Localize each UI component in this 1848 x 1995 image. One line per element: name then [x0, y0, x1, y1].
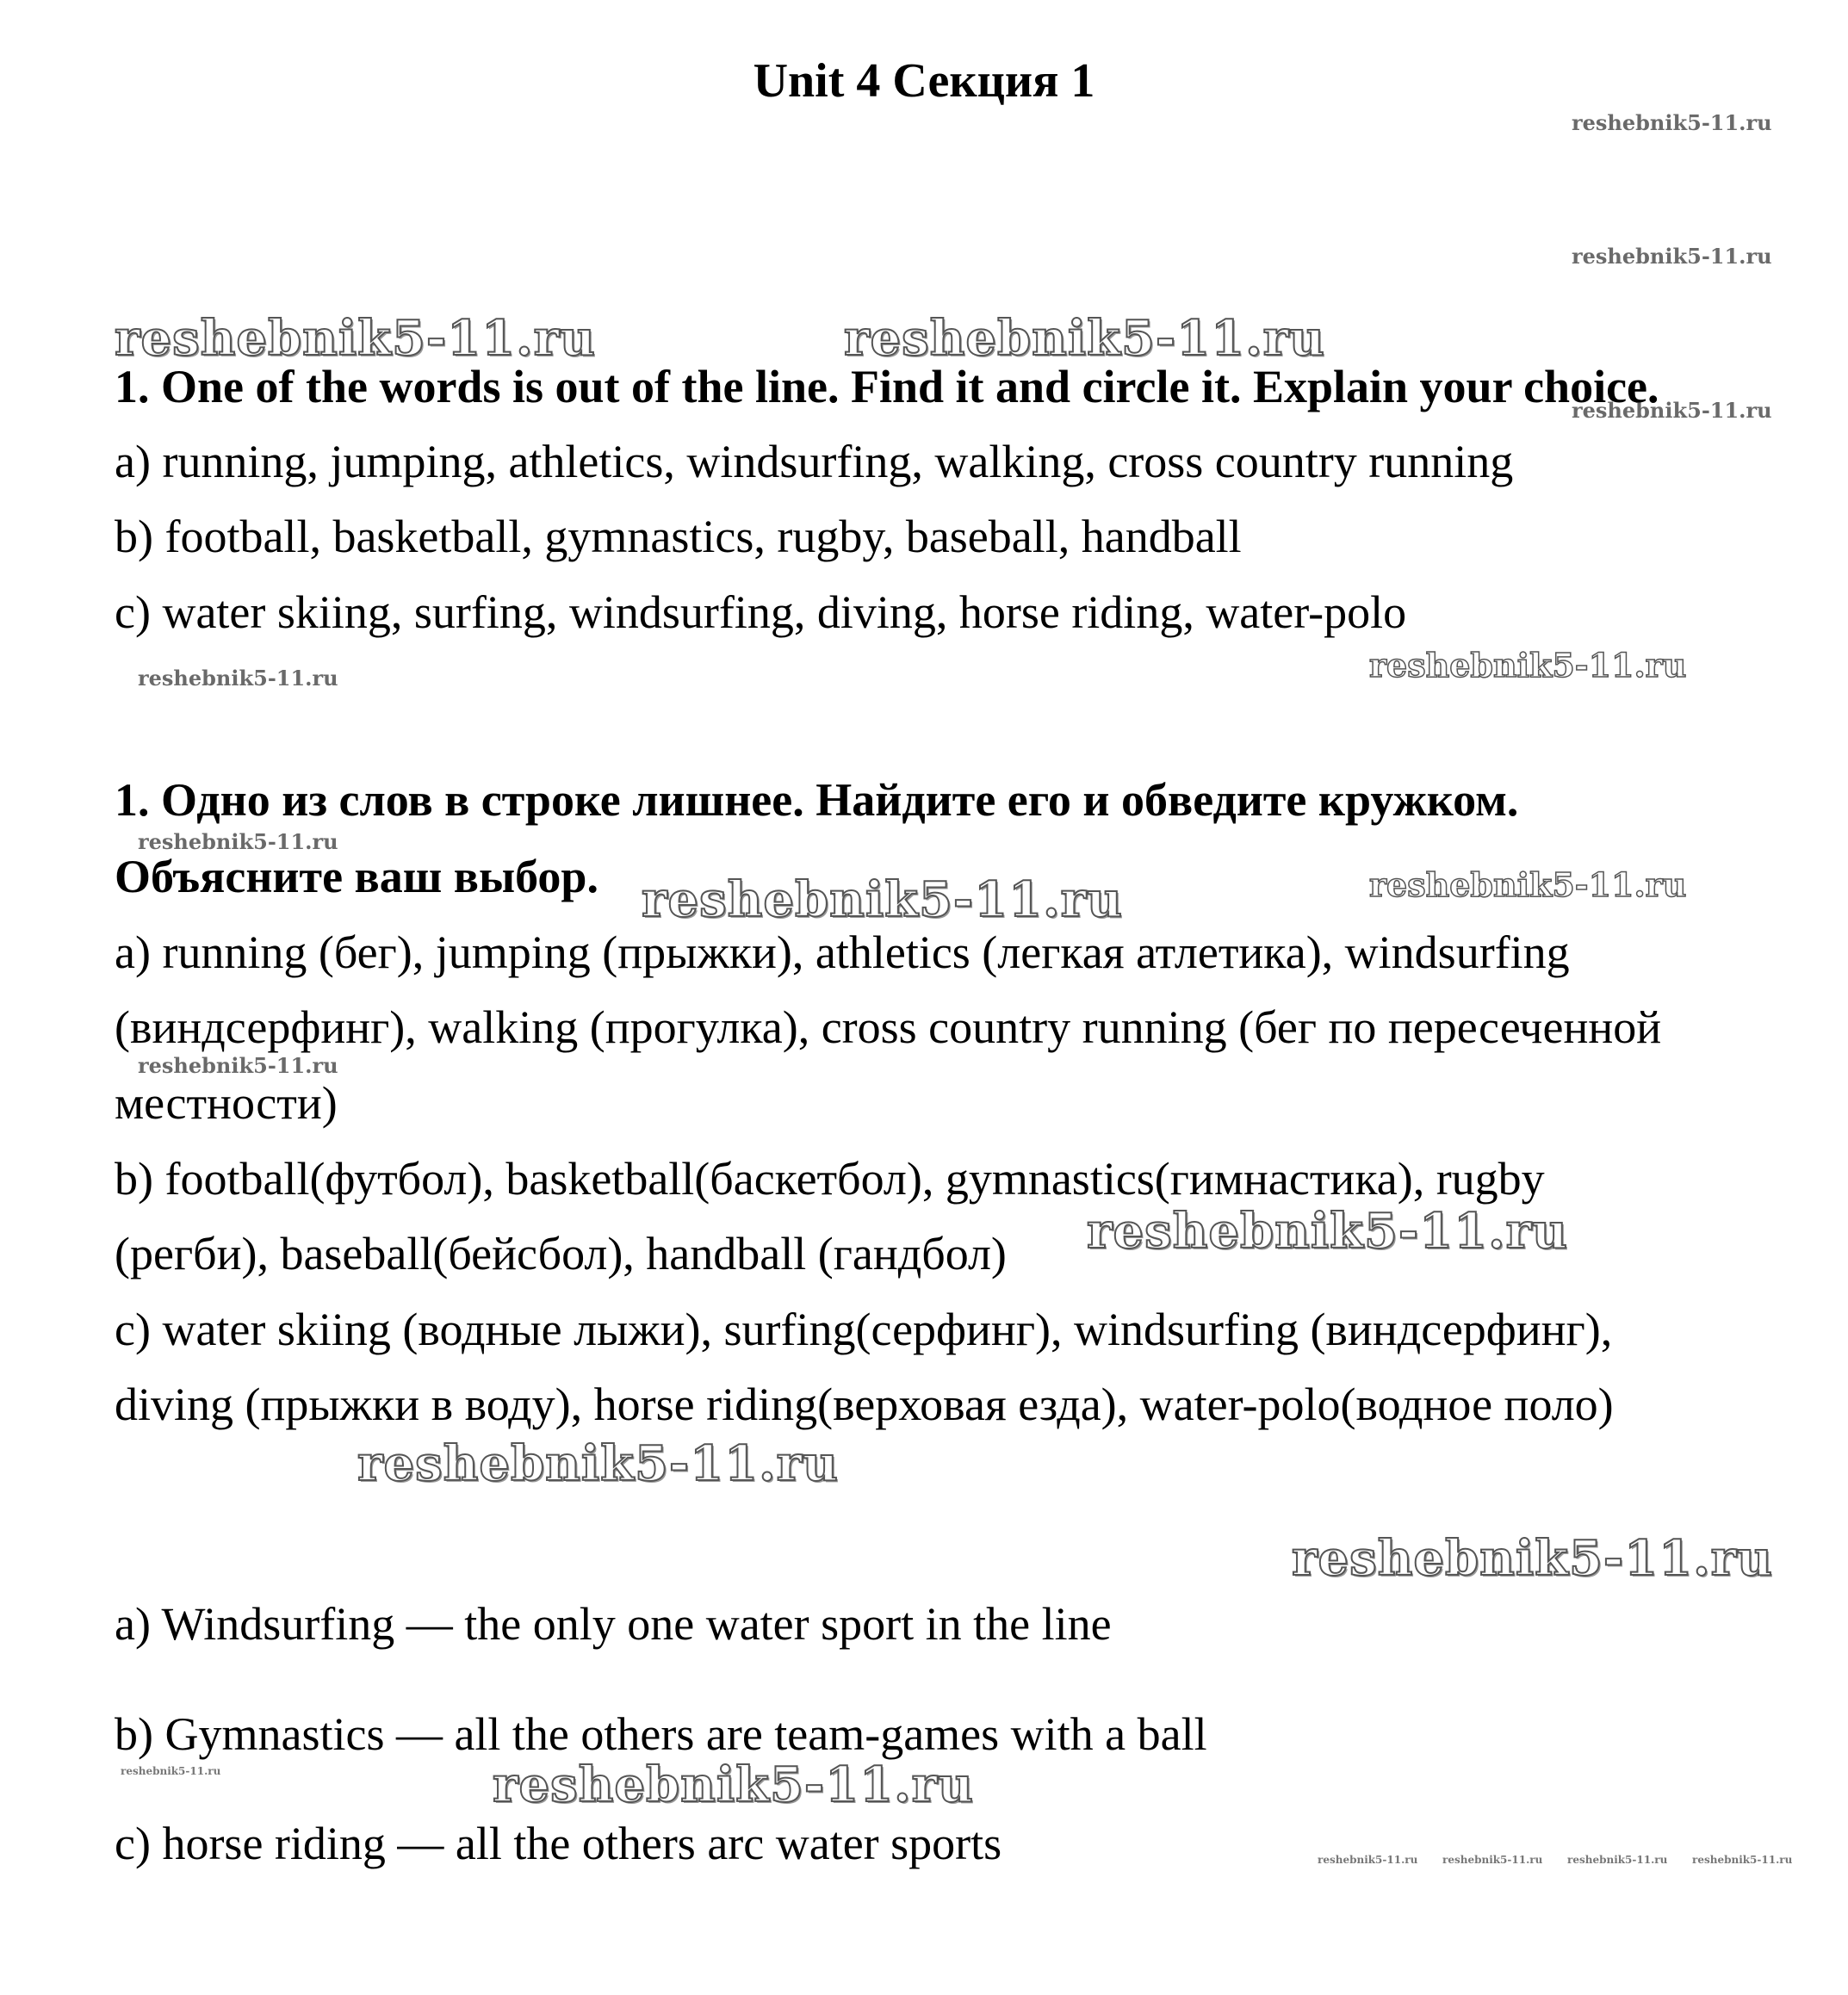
exercise-item-c: c) water skiing, surfing, windsurfing, diving, horse riding, water-polo — [115, 586, 1407, 638]
watermark: reshebnik5-11.ru — [1567, 1854, 1668, 1866]
answer-c: c) horse riding — all the others arc water sports — [115, 1818, 1002, 1869]
watermark: reshebnik5-11.ru — [357, 1435, 839, 1492]
watermark: reshebnik5-11.ru — [121, 1765, 221, 1777]
watermark: reshebnik5-11.ru — [1572, 398, 1772, 423]
watermark: reshebnik5-11.ru — [1442, 1854, 1543, 1866]
translation-line: b) football(футбол), basketball(баскетбол), gymnastics(гимнастика), rugby — [115, 1153, 1545, 1205]
watermark: reshebnik5-11.ru — [138, 1053, 338, 1078]
translation-line: местности) — [115, 1077, 338, 1129]
answer-b: b) Gymnastics — all the others are team-games with a ball — [115, 1708, 1207, 1760]
exercise-question-en: 1. One of the words is out of the line. Find it and circle it. Explain your choice. — [115, 361, 1659, 412]
translation-line: c) water skiing (водные лыжи), surfing(серфинг), windsurfing (виндсерфинг), — [115, 1304, 1613, 1355]
watermark: reshebnik5-11.ru — [844, 310, 1325, 367]
watermark: reshebnik5-11.ru — [1087, 1203, 1568, 1260]
watermark: reshebnik5-11.ru — [138, 829, 338, 854]
page-title: Unit 4 Секция 1 — [753, 54, 1095, 108]
exercise-question-ru-line1: 1. Одно из слов в строке лишнее. Найдите его и обведите кружком. — [115, 774, 1519, 826]
watermark: reshebnik5-11.ru — [1369, 865, 1687, 904]
watermark: reshebnik5-11.ru — [1572, 110, 1772, 135]
watermark: reshebnik5-11.ru — [642, 871, 1123, 928]
watermark: reshebnik5-11.ru — [1369, 646, 1687, 685]
exercise-item-a: a) running, jumping, athletics, windsurfing, walking, cross country running — [115, 436, 1514, 487]
exercise-item-b: b) football, basketball, gymnastics, rugby, baseball, handball — [115, 511, 1242, 562]
watermark: reshebnik5-11.ru — [115, 310, 596, 367]
watermark: reshebnik5-11.ru — [1572, 244, 1772, 269]
watermark: reshebnik5-11.ru — [493, 1756, 974, 1813]
answer-a: a) Windsurfing — the only one water sport in the line — [115, 1598, 1112, 1650]
translation-line: a) running (бег), jumping (прыжки), athletics (легкая атлетика), windsurfing — [115, 926, 1570, 978]
translation-line: diving (прыжки в воду), horse riding(верховая езда), water-polo(водное поло) — [115, 1379, 1614, 1430]
watermark: reshebnik5-11.ru — [1292, 1530, 1773, 1587]
translation-line: (виндсерфинг), walking (прогулка), cross country running (бег по пересеченной — [115, 1001, 1662, 1053]
watermark: reshebnik5-11.ru — [1692, 1854, 1793, 1866]
watermark: reshebnik5-11.ru — [138, 666, 338, 691]
exercise-question-ru-line2: Объясните ваш выбор. — [115, 851, 598, 902]
translation-line: (регби), baseball(бейсбол), handball (гандбол) — [115, 1228, 1007, 1279]
watermark: reshebnik5-11.ru — [1318, 1854, 1418, 1866]
